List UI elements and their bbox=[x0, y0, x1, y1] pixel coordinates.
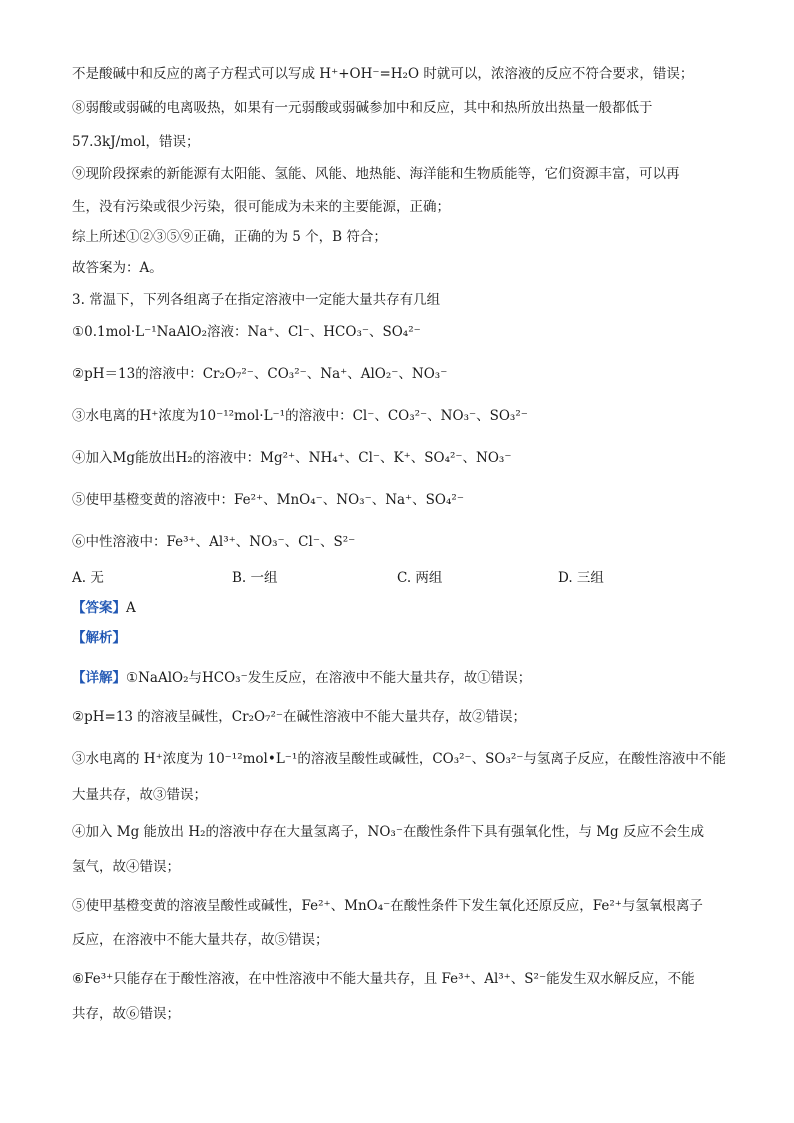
text-line: 不是酸碱中和反应的离子方程式可以写成 H⁺+OH⁻=H₂O 时就可以，浓溶液的反应不符合要求，错误； bbox=[72, 66, 694, 82]
text-line: 综上所述①②③⑤⑨正确，正确的为 5 个，B 符合； bbox=[72, 229, 387, 245]
detail-line: 氢气，故④错误； bbox=[72, 859, 180, 875]
text-line: 故答案为：A。 bbox=[72, 260, 163, 276]
text-line: 57.3kJ/mol，错误； bbox=[72, 134, 200, 150]
detail-line: ④加入 Mg 能放出 H₂的溶液中存在大量氢离子，NO₃⁻在酸性条件下具有强氧化性，与 Mg 反应不会生成 bbox=[72, 824, 704, 840]
detail-line bbox=[72, 668, 531, 688]
detail-line: ③水电离的 H⁺浓度为 10⁻¹²mol•L⁻¹的溶液呈酸性或碱性，CO₃²⁻、SO₃²⁻与氢离子反应，在酸性溶液中不能 bbox=[72, 751, 726, 767]
detail-line: ⑥Fe³⁺只能存在于酸性溶液，在中性溶液中不能大量共存，且 Fe³⁺、Al³⁺、S²⁻能发生双水解反应，不能 bbox=[72, 971, 695, 987]
detail-text: ①NaAlO₂与HCO₃⁻发生反应，在溶液中不能大量共存，故①错误； bbox=[126, 670, 532, 686]
option-c: C. 两组 bbox=[397, 570, 443, 586]
text-line: 生，没有污染或很少污染，很可能成为未来的主要能源，正确； bbox=[72, 199, 450, 215]
question-item: ⑤使甲基橙变黄的溶液中：Fe²⁺、MnO₄⁻、NO₃⁻、Na⁺、SO₄²⁻ bbox=[72, 492, 464, 508]
detail-tag: 【详解】 bbox=[72, 670, 126, 686]
question-item: ④加入Mg能放出H₂的溶液中：Mg²⁺、NH₄⁺、Cl⁻、K⁺、SO₄²⁻、NO₃⁻ bbox=[72, 450, 512, 466]
option-b: B. 一组 bbox=[232, 570, 278, 586]
analysis-label: 【解析】 bbox=[72, 630, 126, 646]
answer-line bbox=[72, 598, 136, 618]
question-item: ③水电离的H⁺浓度为10⁻¹²mol·L⁻¹的溶液中：Cl⁻、CO₃²⁻、NO₃⁻、SO₃²⁻ bbox=[72, 408, 528, 424]
detail-line: ⑤使甲基橙变黄的溶液呈酸性或碱性，Fe²⁺、MnO₄⁻在酸性条件下发生氧化还原反应，Fe²⁺与氢氧根离子 bbox=[72, 898, 703, 914]
option-a: A. 无 bbox=[72, 570, 104, 586]
question-item: ⑥中性溶液中：Fe³⁺、Al³⁺、NO₃⁻、Cl⁻、S²⁻ bbox=[72, 534, 356, 550]
detail-line: 共存，故⑥错误； bbox=[72, 1006, 180, 1022]
question-item: ①0.1mol·L⁻¹NaAlO₂溶液：Na⁺、Cl⁻、HCO₃⁻、SO₄²⁻ bbox=[72, 324, 421, 340]
analysis-tag bbox=[72, 628, 126, 648]
answer-tag: 【答案】 bbox=[72, 600, 126, 616]
answer-value: A bbox=[126, 600, 136, 616]
detail-line: 反应，在溶液中不能大量共存，故⑤错误； bbox=[72, 932, 329, 948]
text-line: ⑨现阶段探索的新能源有太阳能、氢能、风能、地热能、海洋能和生物质能等，它们资源丰富，可以再 bbox=[72, 166, 680, 182]
option-d: D. 三组 bbox=[558, 570, 604, 586]
detail-line: 大量共存，故③错误； bbox=[72, 787, 207, 803]
question-item: ②pH＝13的溶液中：Cr₂O₇²⁻、CO₃²⁻、Na⁺、AlO₂⁻、NO₃⁻ bbox=[72, 366, 448, 382]
detail-line: ②pH=13 的溶液呈碱性，Cr₂O₇²⁻在碱性溶液中不能大量共存，故②错误； bbox=[72, 709, 527, 725]
text-line: ⑧弱酸或弱碱的电离吸热，如果有一元弱酸或弱碱参加中和反应，其中和热所放出热量一般都低于 bbox=[72, 100, 653, 116]
question-stem: 3. 常温下，下列各组离子在指定溶液中一定能大量共存有几组 bbox=[72, 292, 441, 308]
